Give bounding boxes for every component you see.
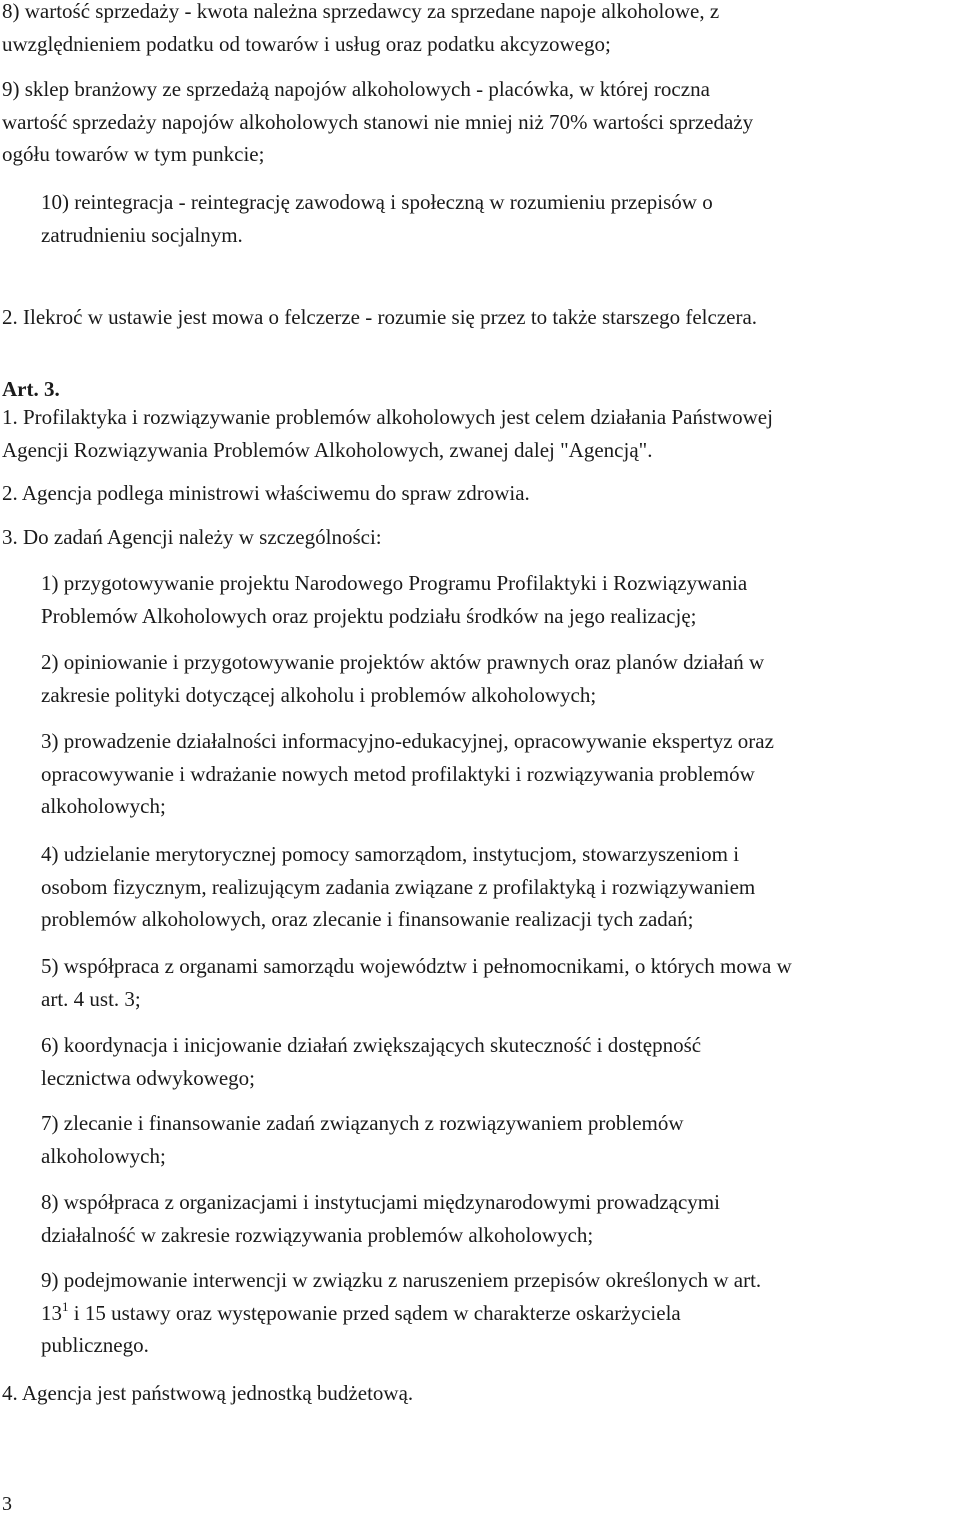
definition-10: 10) reintegracja - reintegrację zawodową i społeczną w rozumieniu przepisów o zatrudnieniu socjalnym. — [41, 190, 713, 247]
article-3-heading: Art. 3. — [2, 377, 60, 401]
task-item-7: 7) zlecanie i finansowanie zadań związanych z rozwiązywaniem problemów alkoholowych; — [41, 1111, 684, 1168]
definition-9: 9) sklep branżowy ze sprzedażą napojów alkoholowych - placówka, w której roczna wartość sprzedaży napojów alkoholowych stanowi nie mniej niż 70% wartości sprzedaży ogółu towarów w tym punkcie; — [2, 77, 754, 166]
task-item-5: 5) współpraca z organami samorządu województw i pełnomocnikami, o których mowa w art. 4 ust. 3; — [41, 954, 792, 1011]
task-item-1: 1) przygotowywanie projektu Narodowego Programu Profilaktyki i Rozwiązywania Problemów Alkoholowych oraz projektu podziału środków na jego realizację; — [41, 571, 748, 628]
article-2-paragraph-2: 2. Ilekroć w ustawie jest mowa o felczerze - rozumie się przez to także starszego felczera. — [2, 305, 758, 329]
superscript: 1 — [62, 1298, 69, 1314]
article-3-paragraph-2: 2. Agencja podlega ministrowi właściwemu do spraw zdrowia. — [2, 481, 530, 505]
task-item-2: 2) opiniowanie i przygotowywanie projektów aktów prawnych oraz planów działań w zakresie polityki dotyczącej alkoholu i problemów alkoholowych; — [41, 650, 765, 707]
article-3-paragraph-4: 4. Agencja jest państwową jednostką budżetową. — [2, 1381, 414, 1405]
article-3-paragraph-1: 1. Profilaktyka i rozwiązywanie problemów alkoholowych jest celem działania Państwowej Agencji Rozwiązywania Problemów Alkoholowych, zwanej dalej "Agencją". — [2, 405, 773, 462]
article-3-paragraph-3: 3. Do zadań Agencji należy w szczególności: — [2, 525, 382, 549]
task-item-3: 3) prowadzenie działalności informacyjno-edukacyjnej, opracowywanie ekspertyz oraz opracowywanie i wdrażanie nowych metod profilaktyki i rozwiązywania problemów alkoholowych; — [41, 729, 774, 818]
task-item-9: 9) podejmowanie interwencji w związku z naruszeniem przepisów określonych w art. $13^1$ i 15 ustawy oraz występowanie przed sądem w charakterze oskarżyciela publicznego. — [41, 1268, 762, 1357]
task-item-6: 6) koordynacja i inicjowanie działań zwiększających skuteczność i dostępność lecznictwa odwykowego; — [41, 1033, 702, 1090]
definition-8: 8) wartość sprzedaży - kwota należna sprzedawcy za sprzedane napoje alkoholowe, z uwzględnieniem podatku od towarów i usług oraz podatku akcyzowego; — [2, 0, 720, 56]
task-item-8: 8) współpraca z organizacjami i instytucjami międzynarodowymi prowadzącymi działalność w zakresie rozwiązywania problemów alkoholowych; — [41, 1190, 720, 1247]
page-number: 3 — [2, 1493, 12, 1515]
task-item-4: 4) udzielanie merytorycznej pomocy samorządom, instytucjom, stowarzyszeniom i osobom fizycznym, realizującym zadania związane z profilaktyką i rozwiązywaniem problemów alkoholowych, oraz zlecanie i finansowanie realizacji tych zadań; — [41, 842, 756, 931]
